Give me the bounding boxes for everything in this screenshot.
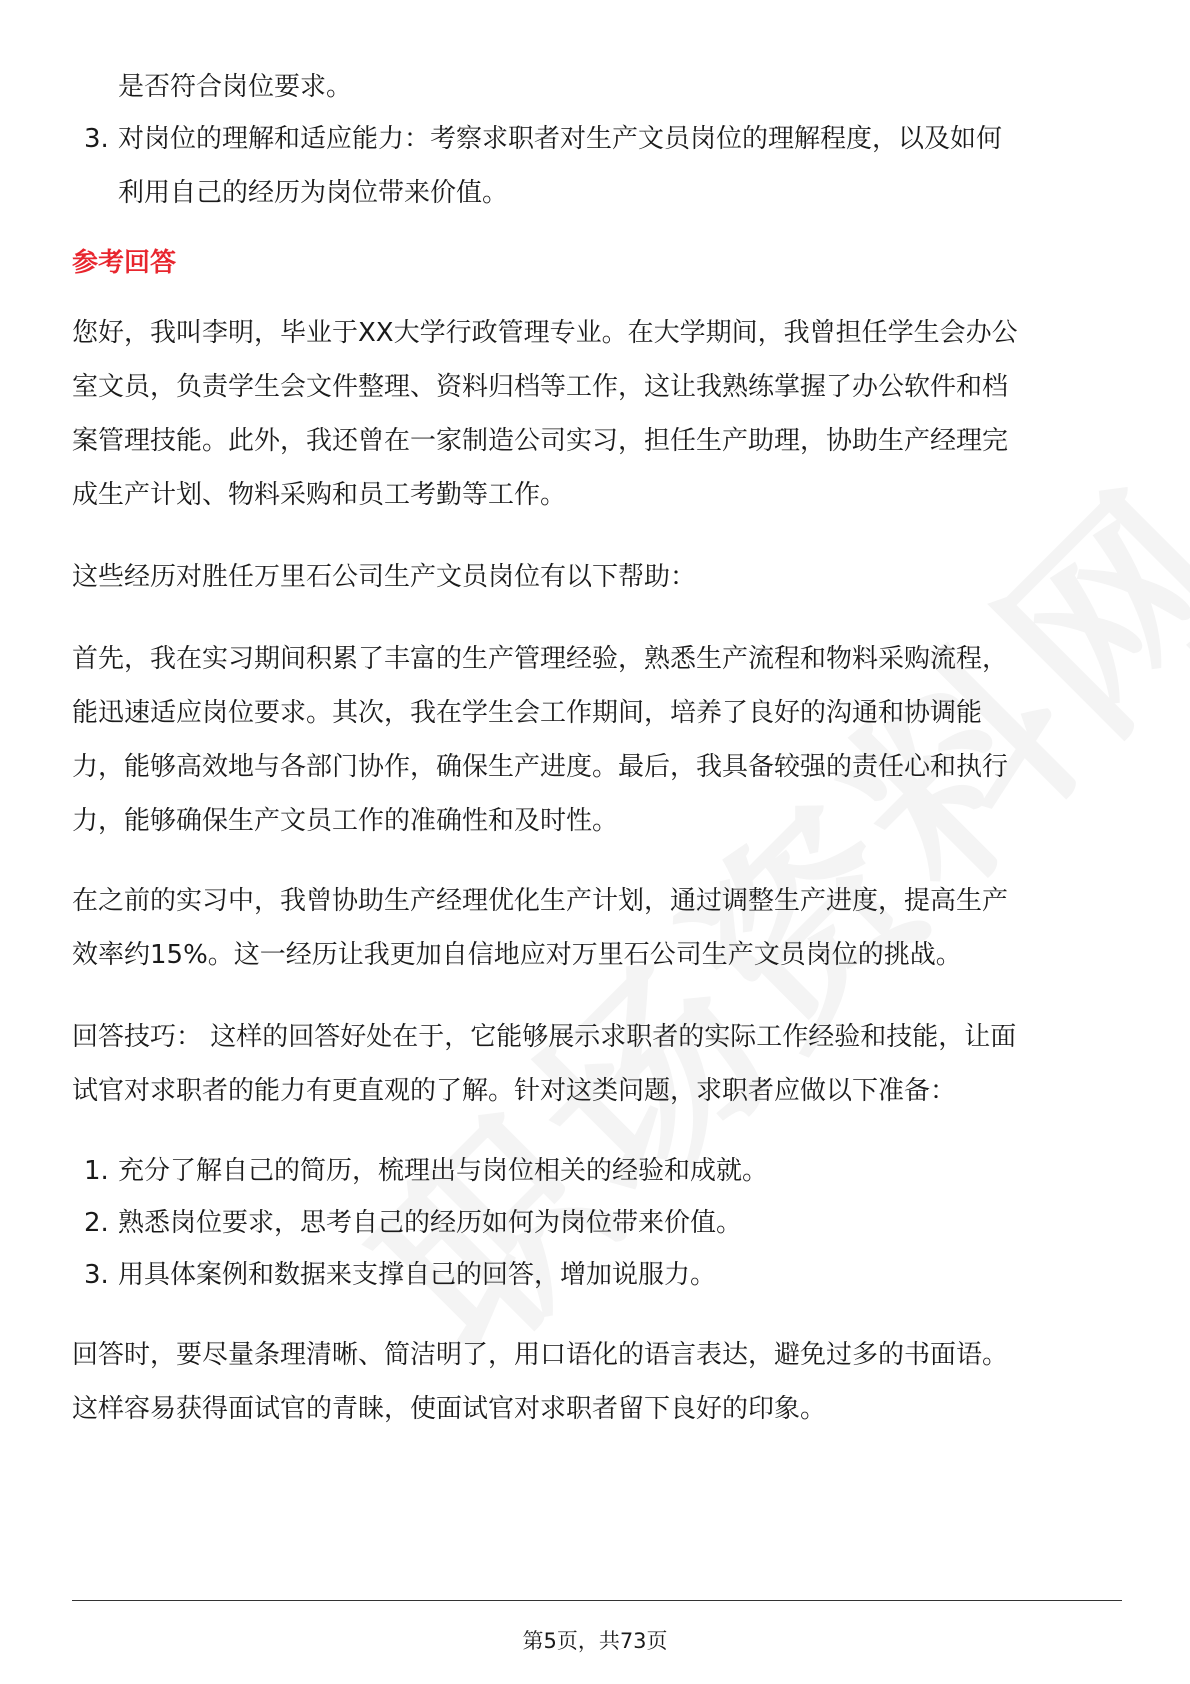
paragraph-line: 首先，我在实习期间积累了丰富的生产管理经验，熟悉生产流程和物料采购流程，: [72, 644, 1009, 674]
section-heading: 参考回答: [72, 248, 177, 278]
list-item-number: 3.: [84, 1260, 109, 1290]
list-item-text: 熟悉岗位要求，思考自己的经历如何为岗位带来价值。: [118, 1208, 743, 1238]
paragraph-line: 室文员，负责学生会文件整理、资料归档等工作，这让我熟练掌握了办公软件和档: [72, 372, 1009, 402]
paragraph-line: 力，能够高效地与各部门协作，确保生产进度。最后，我具备较强的责任心和执行: [72, 752, 1009, 782]
list-item-text: 用具体案例和数据来支撑自己的回答，增加说服力。: [118, 1260, 717, 1290]
paragraph-line: 回答技巧： 这样的回答好处在于，它能够展示求职者的实际工作经验和技能，让面: [72, 1022, 1017, 1052]
paragraph-line: 力，能够确保生产文员工作的准确性和及时性。: [72, 806, 619, 836]
footer-divider: [72, 1600, 1122, 1601]
list-item-continuation: 是否符合岗位要求。: [118, 72, 353, 102]
paragraph-line: 成生产计划、物料采购和员工考勤等工作。: [72, 480, 567, 510]
paragraph-line: 您好，我叫李明，毕业于XX大学行政管理专业。在大学期间，我曾担任学生会办公: [72, 318, 1018, 348]
page-number: 第5页，共73页: [522, 1629, 668, 1653]
paragraph-line: 案管理技能。此外，我还曾在一家制造公司实习，担任生产助理，协助生产经理完: [72, 426, 1009, 456]
paragraph-line: 这些经历对胜任万里石公司生产文员岗位有以下帮助：: [72, 562, 697, 592]
paragraph-line: 在之前的实习中，我曾协助生产经理优化生产计划，通过调整生产进度，提高生产: [72, 886, 1009, 916]
paragraph-line: 效率约15%。这一经历让我更加自信地应对万里石公司生产文员岗位的挑战。: [72, 940, 962, 970]
list-item-number: 2.: [84, 1208, 109, 1238]
list-item-text: 对岗位的理解和适应能力：考察求职者对生产文员岗位的理解程度，以及如何: [118, 124, 1003, 154]
paragraph-line: 回答时，要尽量条理清晰、简洁明了，用口语化的语言表达，避免过多的书面语。: [72, 1340, 1009, 1370]
paragraph-line: 能迅速适应岗位要求。其次，我在学生会工作期间，培养了良好的沟通和协调能: [72, 698, 983, 728]
list-item-text: 利用自己的经历为岗位带来价值。: [118, 178, 509, 208]
list-item-number: 3.: [84, 124, 109, 154]
list-item-number: 1.: [84, 1156, 109, 1186]
paragraph-line: 这样容易获得面试官的青睐，使面试官对求职者留下良好的印象。: [72, 1394, 827, 1424]
paragraph-line: 试官对求职者的能力有更直观的了解。针对这类问题，求职者应做以下准备：: [72, 1076, 957, 1106]
list-item-text: 充分了解自己的简历，梳理出与岗位相关的经验和成就。: [118, 1156, 769, 1186]
